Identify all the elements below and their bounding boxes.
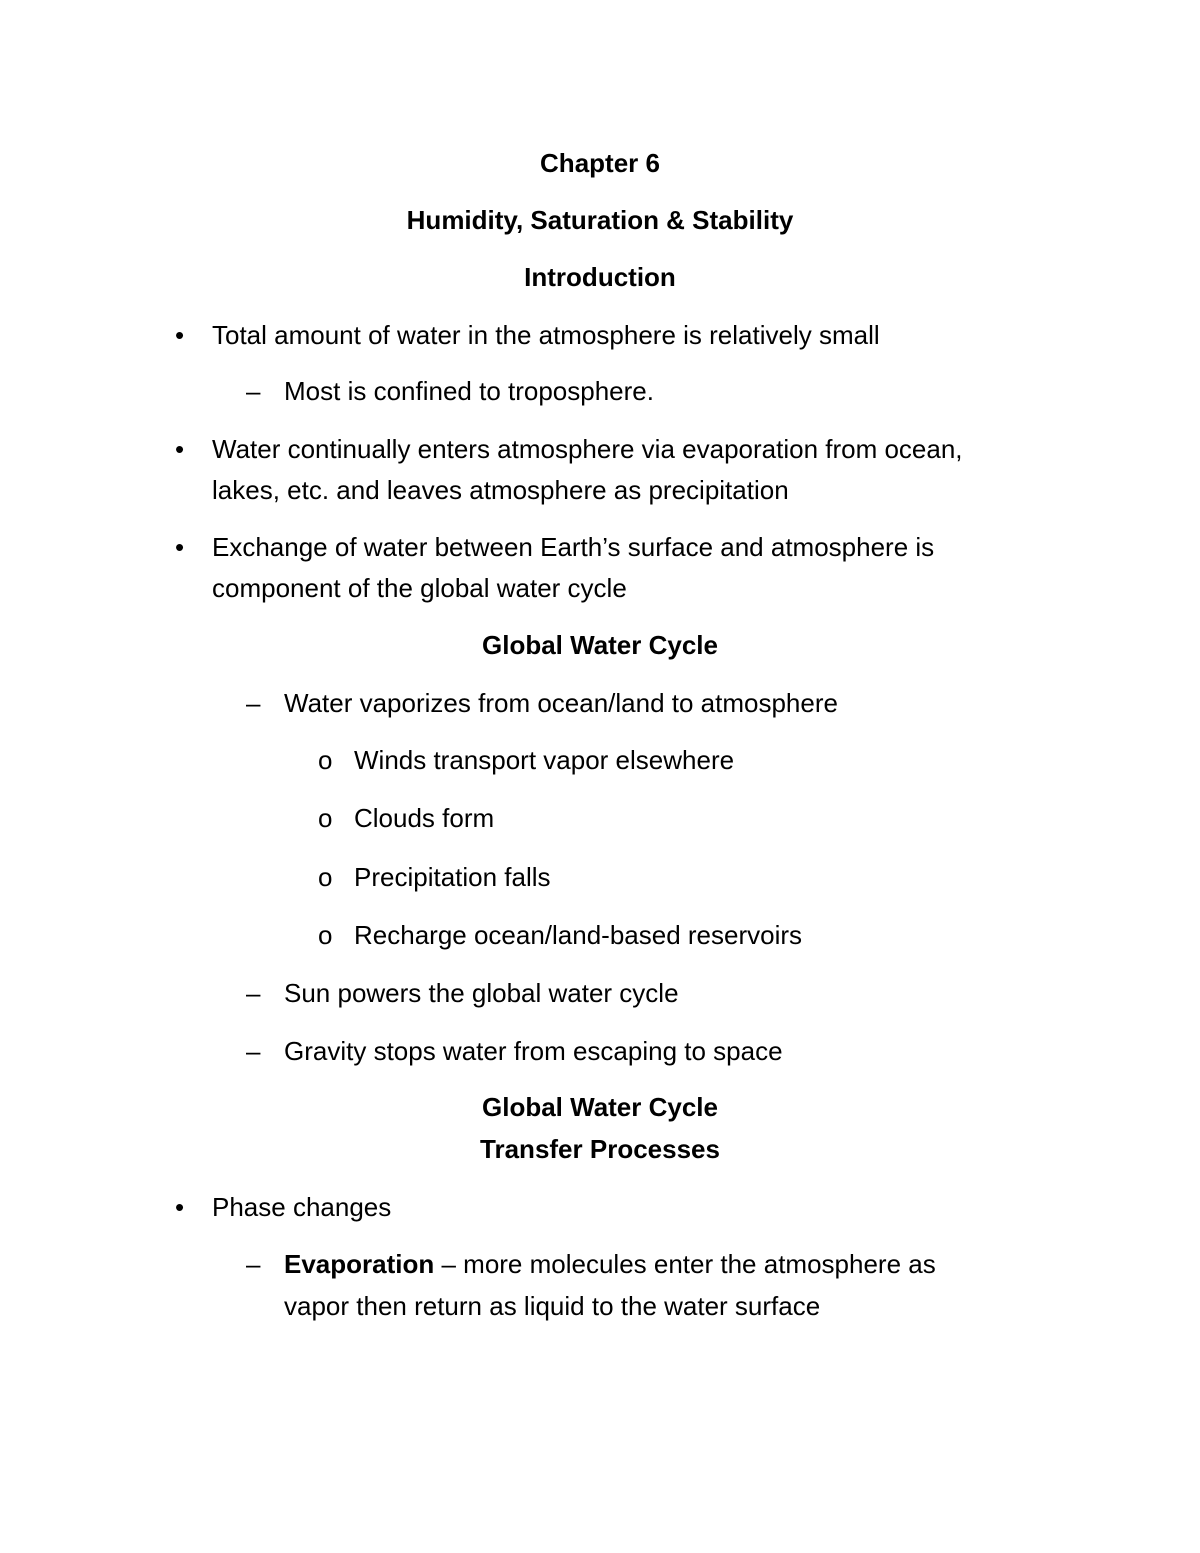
intro-bullet-2-line-1: Water continually enters atmosphere via evaporation from ocean,: [212, 434, 963, 464]
intro-bullet-2-line-2: lakes, etc. and leaves atmosphere as precipitation: [212, 475, 789, 505]
circle-marker: o: [318, 803, 333, 833]
evaporation-term: Evaporation: [284, 1249, 435, 1279]
phase-bullet: Phase changes: [212, 1192, 392, 1222]
intro-bullet-3-line-2: component of the global water cycle: [212, 573, 627, 603]
gwc-dash-2: Sun powers the global water cycle: [284, 978, 679, 1008]
circle-marker: o: [318, 862, 333, 892]
section-heading-global-water-cycle: Global Water Cycle: [482, 630, 718, 660]
bullet-marker: •: [175, 320, 185, 350]
section-subheading-transfer-processes: Transfer Processes: [480, 1134, 720, 1164]
bullet-marker: •: [175, 532, 185, 562]
evaporation-line-1: [284, 1243, 936, 1285]
section-heading-introduction: Introduction: [524, 262, 676, 292]
dash-marker: –: [246, 1036, 261, 1066]
circle-marker: o: [318, 745, 333, 775]
bullet-marker: •: [175, 1192, 185, 1222]
circle-marker: o: [318, 920, 333, 950]
gwc-dash-1: Water vaporizes from ocean/land to atmosphere: [284, 688, 838, 718]
gwc-sub-3: Precipitation falls: [354, 862, 551, 892]
dash-marker: –: [246, 978, 261, 1008]
bullet-marker: •: [175, 434, 185, 464]
evaporation-definition: – more molecules enter the atmosphere as: [434, 1249, 936, 1279]
evaporation-line-2: vapor then return as liquid to the water surface: [284, 1291, 821, 1321]
chapter-title: Humidity, Saturation & Stability: [406, 205, 794, 235]
gwc-sub-4: Recharge ocean/land-based reservoirs: [354, 920, 803, 950]
dash-marker: –: [246, 1249, 261, 1279]
intro-bullet-1: Total amount of water in the atmosphere is relatively small: [212, 320, 880, 350]
chapter-label: Chapter 6: [540, 148, 660, 178]
section-heading-global-water-cycle-2: Global Water Cycle: [482, 1092, 718, 1122]
intro-bullet-3-line-1: Exchange of water between Earth’s surface and atmosphere is: [212, 532, 935, 562]
dash-marker: –: [246, 376, 261, 406]
gwc-sub-1: Winds transport vapor elsewhere: [354, 745, 735, 775]
gwc-dash-3: Gravity stops water from escaping to space: [284, 1036, 783, 1066]
dash-marker: –: [246, 688, 261, 718]
intro-bullet-1-sub: Most is confined to troposphere.: [284, 376, 654, 406]
gwc-sub-2: Clouds form: [354, 803, 495, 833]
